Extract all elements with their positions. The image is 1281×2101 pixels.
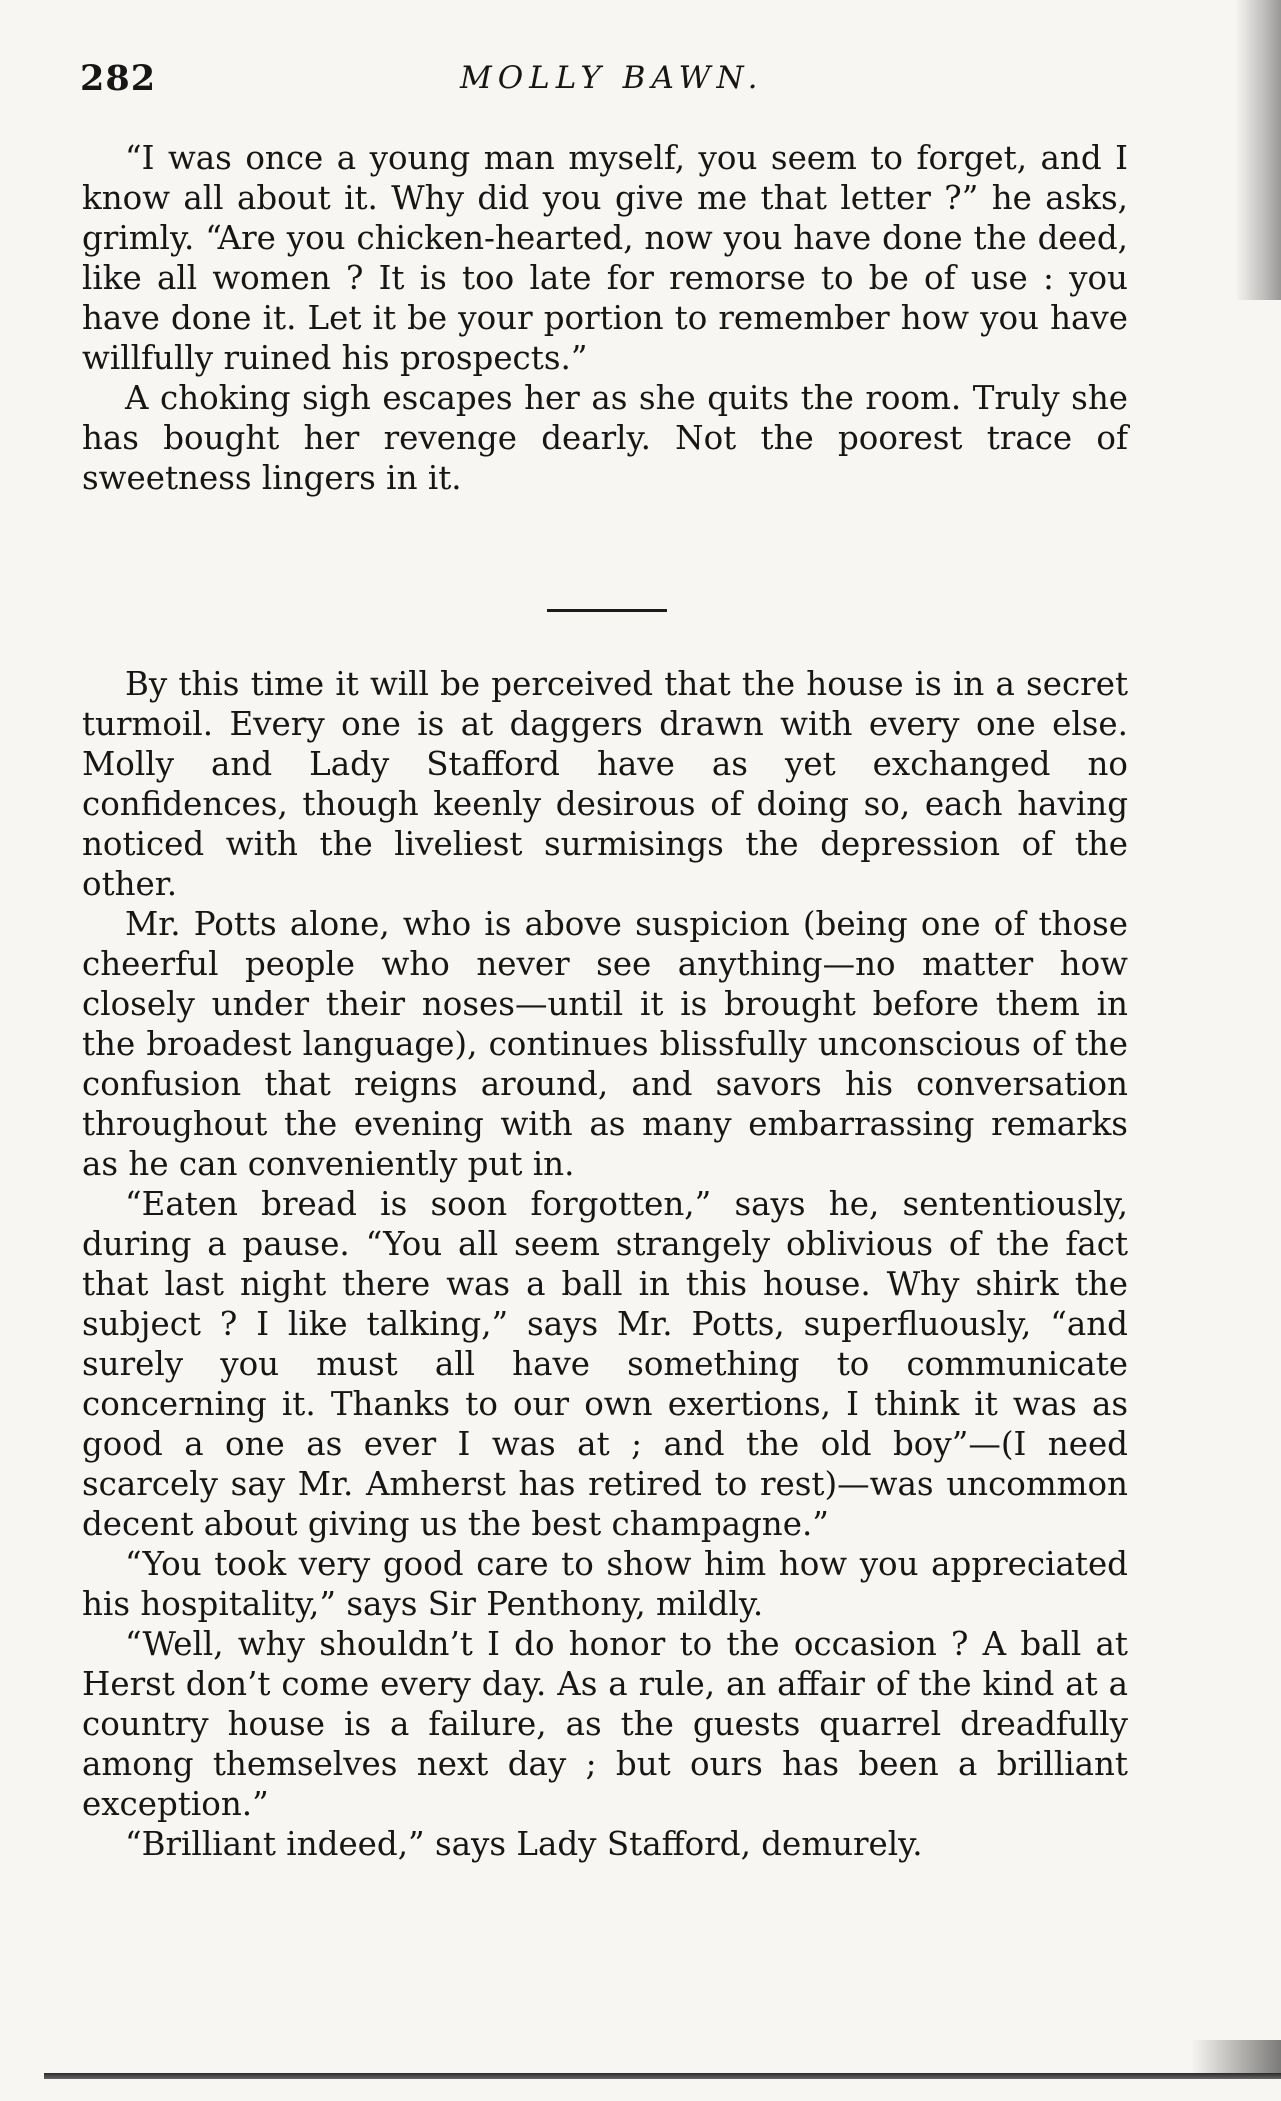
- paragraph: By this time it will be perceived that the house is in a secret turmoil. Every one is at daggers drawn with every one else. Molly and Lady Stafford have as yet exchanged no confidences, though keenly desirous of doing so, each having noticed with the liveliest surmisings the depression of the other.: [82, 665, 1128, 903]
- page-number: 282: [80, 58, 157, 99]
- scan-smudge: [1191, 2040, 1281, 2074]
- paragraph: Mr. Potts alone, who is above suspicion (being one of those cheerful people who never see anything—no matter how closely under their noses—until it is brought before them in the broadest language), continues blissfully unconscious of the confusion that reigns around, and savors his conversation throughout the evening with as many embarrassing remarks as he can conveniently put in.: [82, 905, 1128, 1183]
- page-header: [80, 58, 1130, 104]
- section-two: [82, 664, 1128, 1864]
- paragraph: “Well, why shouldn’t I do honor to the occasion ? A ball at Herst don’t come every day. As a rule, an affair of the kind at a country house is a failure, as the guests quarrel dreadfully among themselves next day ; but ours has been a brilliant exception.”: [82, 1625, 1128, 1823]
- bottom-rule: [44, 2073, 1281, 2079]
- paragraph: A choking sigh escapes her as she quits the room. Truly she has bought her revenge dearly. Not the poorest trace of sweetness lingers in it.: [82, 379, 1128, 497]
- running-head: MOLLY BAWN.: [460, 60, 764, 96]
- section-one: [82, 138, 1128, 498]
- paragraph: “Brilliant indeed,” says Lady Stafford, demurely.: [125, 1825, 923, 1863]
- paragraph: “Eaten bread is soon forgotten,” says he, sententiously, during a pause. “You all seem strangely oblivious of the fact that last night there was a ball in this house. Why shirk the subject ? I like talking,” says Mr. Potts, superfluously, “and surely you must all have something to communicate concerning it. Thanks to our own exertions, I think it was as good a one as ever I was at ; and the old boy”—(I need scarcely say Mr. Amherst has retired to rest)—was uncommon decent about giving us the best champagne.”: [82, 1185, 1128, 1543]
- page-edge-shadow: [1235, 0, 1281, 300]
- section-divider: [547, 609, 667, 612]
- paragraph: “I was once a young man myself, you seem to forget, and I know all about it. Why did you give me that letter ?” he asks, grimly. “Are you chicken-hearted, now you have done the deed, like all women ? It is too late for remorse to be of use : you have done it. Let it be your portion to remember how you have willfully ruined his prospects.”: [82, 139, 1128, 377]
- paragraph: “You took very good care to show him how you appreciated his hospitality,” says Sir Penthony, mildly.: [82, 1545, 1128, 1623]
